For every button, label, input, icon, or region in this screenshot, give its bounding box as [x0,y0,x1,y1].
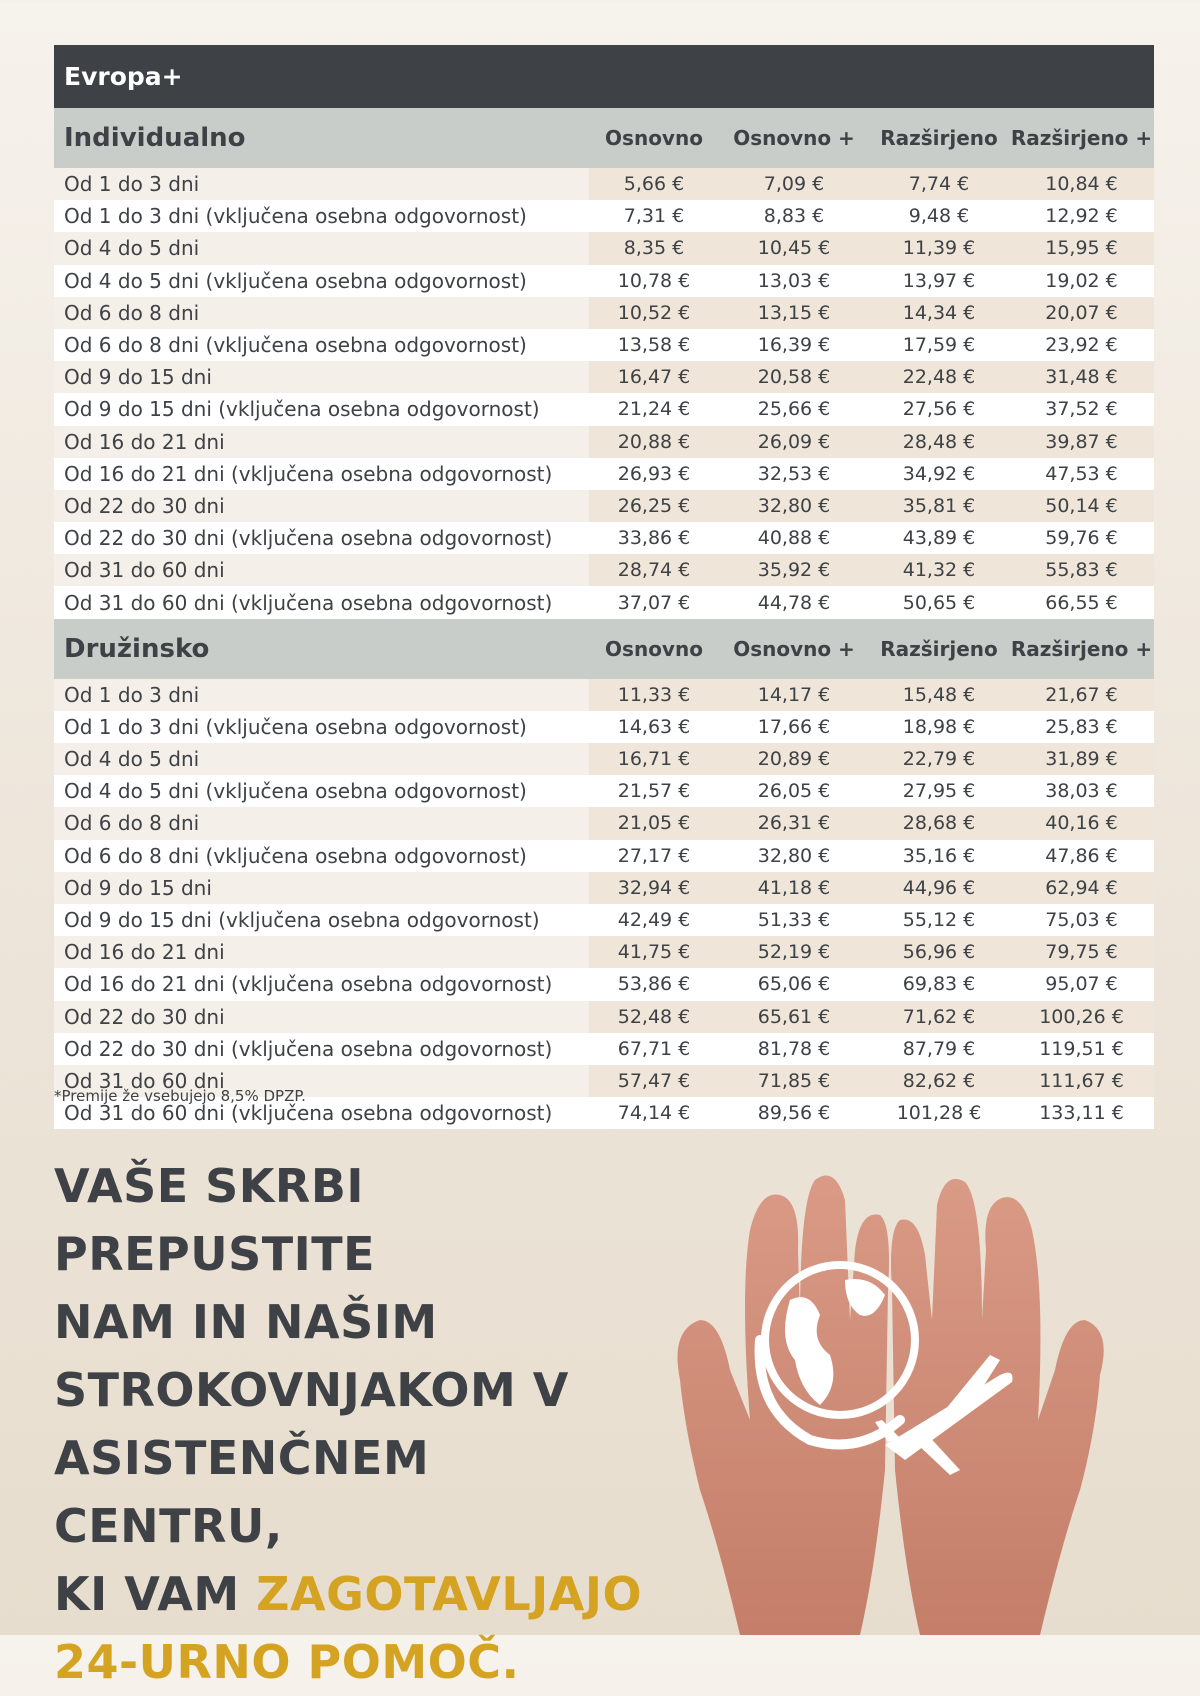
price-cell: 23,92 € [1009,329,1154,361]
slogan-prefix: KI VAM [54,1567,257,1621]
price-cell: 32,53 € [719,458,869,490]
row-label: Od 6 do 8 dni (vključena osebna odgovornost) [54,329,589,361]
price-cell: 11,39 € [869,232,1009,264]
column-header: Osnovno + [719,619,869,679]
price-cell: 18,98 € [869,711,1009,743]
row-label: Od 6 do 8 dni [54,297,589,329]
price-cell: 22,79 € [869,743,1009,775]
slogan-accent: ZAGOTAVLJAJO [256,1567,643,1621]
row-label: Od 1 do 3 dni (vključena osebna odgovornost) [54,711,589,743]
column-header: Osnovno [589,619,719,679]
table-row [54,904,1154,936]
price-cell: 67,71 € [589,1033,719,1065]
price-cell: 47,53 € [1009,458,1154,490]
price-cell: 81,78 € [719,1033,869,1065]
slogan [54,1152,674,1696]
price-cell: 26,31 € [719,807,869,839]
row-label: Od 6 do 8 dni (vključena osebna odgovornost) [54,840,589,872]
price-cell: 74,14 € [589,1097,719,1129]
column-header: Razširjeno + [1009,619,1154,679]
row-label: Od 9 do 15 dni [54,361,589,393]
price-cell: 66,55 € [1009,586,1154,618]
price-cell: 41,32 € [869,554,1009,586]
price-cell: 37,52 € [1009,393,1154,425]
table-row [54,426,1154,458]
table-row [54,329,1154,361]
table-row [54,872,1154,904]
price-cell: 39,87 € [1009,426,1154,458]
price-cell: 40,16 € [1009,807,1154,839]
price-cell: 82,62 € [869,1065,1009,1097]
price-cell: 133,11 € [1009,1097,1154,1129]
price-cell: 55,83 € [1009,554,1154,586]
price-cell: 21,05 € [589,807,719,839]
table-row [54,1001,1154,1033]
table-row [54,554,1154,586]
table-row [54,968,1154,1000]
price-cell: 57,47 € [589,1065,719,1097]
price-cell: 20,58 € [719,361,869,393]
row-label: Od 16 do 21 dni [54,426,589,458]
price-cell: 69,83 € [869,968,1009,1000]
price-cell: 89,56 € [719,1097,869,1129]
row-label: Od 16 do 21 dni (vključena osebna odgovornost) [54,968,589,1000]
table-row [54,361,1154,393]
price-cell: 16,47 € [589,361,719,393]
row-label: Od 31 do 60 dni [54,1065,589,1097]
price-cell: 8,83 € [719,200,869,232]
table-row [54,200,1154,232]
hands-holding-globe-and-plane-icon [660,1170,1120,1635]
price-cell: 26,25 € [589,490,719,522]
price-cell: 10,78 € [589,265,719,297]
price-cell: 52,48 € [589,1001,719,1033]
table-row [54,807,1154,839]
table-row [54,840,1154,872]
price-cell: 21,24 € [589,393,719,425]
row-label: Od 4 do 5 dni (vključena osebna odgovornost) [54,775,589,807]
row-label: Od 31 do 60 dni [54,554,589,586]
price-cell: 14,34 € [869,297,1009,329]
section-title: Individualno [54,108,589,168]
price-cell: 19,02 € [1009,265,1154,297]
price-cell: 13,03 € [719,265,869,297]
price-cell: 7,31 € [589,200,719,232]
price-cell: 31,89 € [1009,743,1154,775]
price-cell: 10,45 € [719,232,869,264]
price-cell: 9,48 € [869,200,1009,232]
price-cell: 44,78 € [719,586,869,618]
price-cell: 27,56 € [869,393,1009,425]
row-label: Od 1 do 3 dni [54,168,589,200]
table-row [54,168,1154,200]
price-cell: 50,14 € [1009,490,1154,522]
price-cell: 53,86 € [589,968,719,1000]
table-row [54,458,1154,490]
price-cell: 28,74 € [589,554,719,586]
column-header: Osnovno [589,108,719,168]
section-header-row [54,619,1154,679]
slogan-line: VAŠE SKRBI PREPUSTITE [54,1159,376,1281]
slogan-line: ASISTENČNEM CENTRU, [54,1431,430,1553]
column-header: Razširjeno [869,108,1009,168]
price-cell: 21,67 € [1009,679,1154,711]
row-label: Od 22 do 30 dni [54,490,589,522]
price-cell: 65,61 € [719,1001,869,1033]
column-header: Osnovno + [719,108,869,168]
price-cell: 32,80 € [719,840,869,872]
row-label: Od 9 do 15 dni [54,872,589,904]
price-cell: 15,48 € [869,679,1009,711]
table-row [54,775,1154,807]
row-label: Od 4 do 5 dni [54,743,589,775]
price-cell: 20,07 € [1009,297,1154,329]
row-label: Od 31 do 60 dni (vključena osebna odgovornost) [54,1097,589,1129]
price-cell: 7,09 € [719,168,869,200]
price-cell: 28,68 € [869,807,1009,839]
slogan-accent-line: 24-URNO POMOČ. [54,1635,520,1689]
price-cell: 26,93 € [589,458,719,490]
price-cell: 100,26 € [1009,1001,1154,1033]
price-cell: 34,92 € [869,458,1009,490]
footnote: *Premije že vsebujejo 8,5% DPZP. [54,1087,306,1105]
price-cell: 50,65 € [869,586,1009,618]
price-cell: 21,57 € [589,775,719,807]
slogan-line [54,1560,674,1628]
price-cell: 10,52 € [589,297,719,329]
table-row [54,232,1154,264]
row-label: Od 22 do 30 dni (vključena osebna odgovornost) [54,522,589,554]
price-cell: 38,03 € [1009,775,1154,807]
price-cell: 101,28 € [869,1097,1009,1129]
price-cell: 65,06 € [719,968,869,1000]
price-cell: 56,96 € [869,936,1009,968]
table-row [54,1033,1154,1065]
column-header: Razširjeno [869,619,1009,679]
price-cell: 35,92 € [719,554,869,586]
price-cell: 111,67 € [1009,1065,1154,1097]
price-cell: 22,48 € [869,361,1009,393]
price-cell: 17,66 € [719,711,869,743]
price-cell: 28,48 € [869,426,1009,458]
price-cell: 10,84 € [1009,168,1154,200]
price-cell: 41,75 € [589,936,719,968]
table-row [54,393,1154,425]
table-row [54,679,1154,711]
column-header: Razširjeno + [1009,108,1154,168]
row-label: Od 6 do 8 dni [54,807,589,839]
row-label: Od 4 do 5 dni [54,232,589,264]
price-cell: 16,39 € [719,329,869,361]
price-cell: 14,63 € [589,711,719,743]
price-cell: 14,17 € [719,679,869,711]
price-cell: 71,85 € [719,1065,869,1097]
price-cell: 13,97 € [869,265,1009,297]
price-cell: 16,71 € [589,743,719,775]
row-label: Od 9 do 15 dni (vključena osebna odgovornost) [54,904,589,936]
price-cell: 8,35 € [589,232,719,264]
price-cell: 44,96 € [869,872,1009,904]
price-cell: 26,09 € [719,426,869,458]
price-cell: 51,33 € [719,904,869,936]
table-row [54,490,1154,522]
banner-title: Evropa+ [54,45,1154,108]
row-label: Od 31 do 60 dni (vključena osebna odgovornost) [54,586,589,618]
price-cell: 15,95 € [1009,232,1154,264]
slogan-line: STROKOVNJAKOM V [54,1363,569,1417]
price-cell: 71,62 € [869,1001,1009,1033]
price-cell: 33,86 € [589,522,719,554]
price-cell: 27,17 € [589,840,719,872]
price-cell: 75,03 € [1009,904,1154,936]
price-cell: 27,95 € [869,775,1009,807]
price-cell: 5,66 € [589,168,719,200]
price-cell: 95,07 € [1009,968,1154,1000]
price-cell: 59,76 € [1009,522,1154,554]
price-cell: 25,66 € [719,393,869,425]
table-row [54,711,1154,743]
row-label: Od 16 do 21 dni (vključena osebna odgovornost) [54,458,589,490]
price-cell: 32,94 € [589,872,719,904]
table-row [54,522,1154,554]
price-cell: 13,58 € [589,329,719,361]
section-title: Družinsko [54,619,589,679]
price-cell: 119,51 € [1009,1033,1154,1065]
price-table [54,108,1154,1129]
table-row [54,297,1154,329]
price-cell: 12,92 € [1009,200,1154,232]
price-cell: 7,74 € [869,168,1009,200]
slogan-line: NAM IN NAŠIM [54,1295,438,1349]
price-cell: 62,94 € [1009,872,1154,904]
price-cell: 87,79 € [869,1033,1009,1065]
row-label: Od 22 do 30 dni [54,1001,589,1033]
price-cell: 17,59 € [869,329,1009,361]
price-cell: 26,05 € [719,775,869,807]
row-label: Od 1 do 3 dni (vključena osebna odgovornost) [54,200,589,232]
price-cell: 13,15 € [719,297,869,329]
table-row [54,743,1154,775]
table-row [54,936,1154,968]
price-cell: 31,48 € [1009,361,1154,393]
price-cell: 35,16 € [869,840,1009,872]
row-label: Od 9 do 15 dni (vključena osebna odgovornost) [54,393,589,425]
row-label: Od 4 do 5 dni (vključena osebna odgovornost) [54,265,589,297]
price-cell: 32,80 € [719,490,869,522]
price-cell: 42,49 € [589,904,719,936]
section-header-row [54,108,1154,168]
price-cell: 11,33 € [589,679,719,711]
price-cell: 41,18 € [719,872,869,904]
price-cell: 20,89 € [719,743,869,775]
price-cell: 47,86 € [1009,840,1154,872]
row-label: Od 16 do 21 dni [54,936,589,968]
table-row [54,265,1154,297]
price-cell: 37,07 € [589,586,719,618]
row-label: Od 1 do 3 dni [54,679,589,711]
price-cell: 40,88 € [719,522,869,554]
price-cell: 25,83 € [1009,711,1154,743]
price-cell: 35,81 € [869,490,1009,522]
price-cell: 79,75 € [1009,936,1154,968]
table-row [54,586,1154,618]
price-cell: 52,19 € [719,936,869,968]
price-cell: 55,12 € [869,904,1009,936]
price-cell: 20,88 € [589,426,719,458]
price-table-container [54,45,1154,1129]
price-cell: 43,89 € [869,522,1009,554]
row-label: Od 22 do 30 dni (vključena osebna odgovornost) [54,1033,589,1065]
